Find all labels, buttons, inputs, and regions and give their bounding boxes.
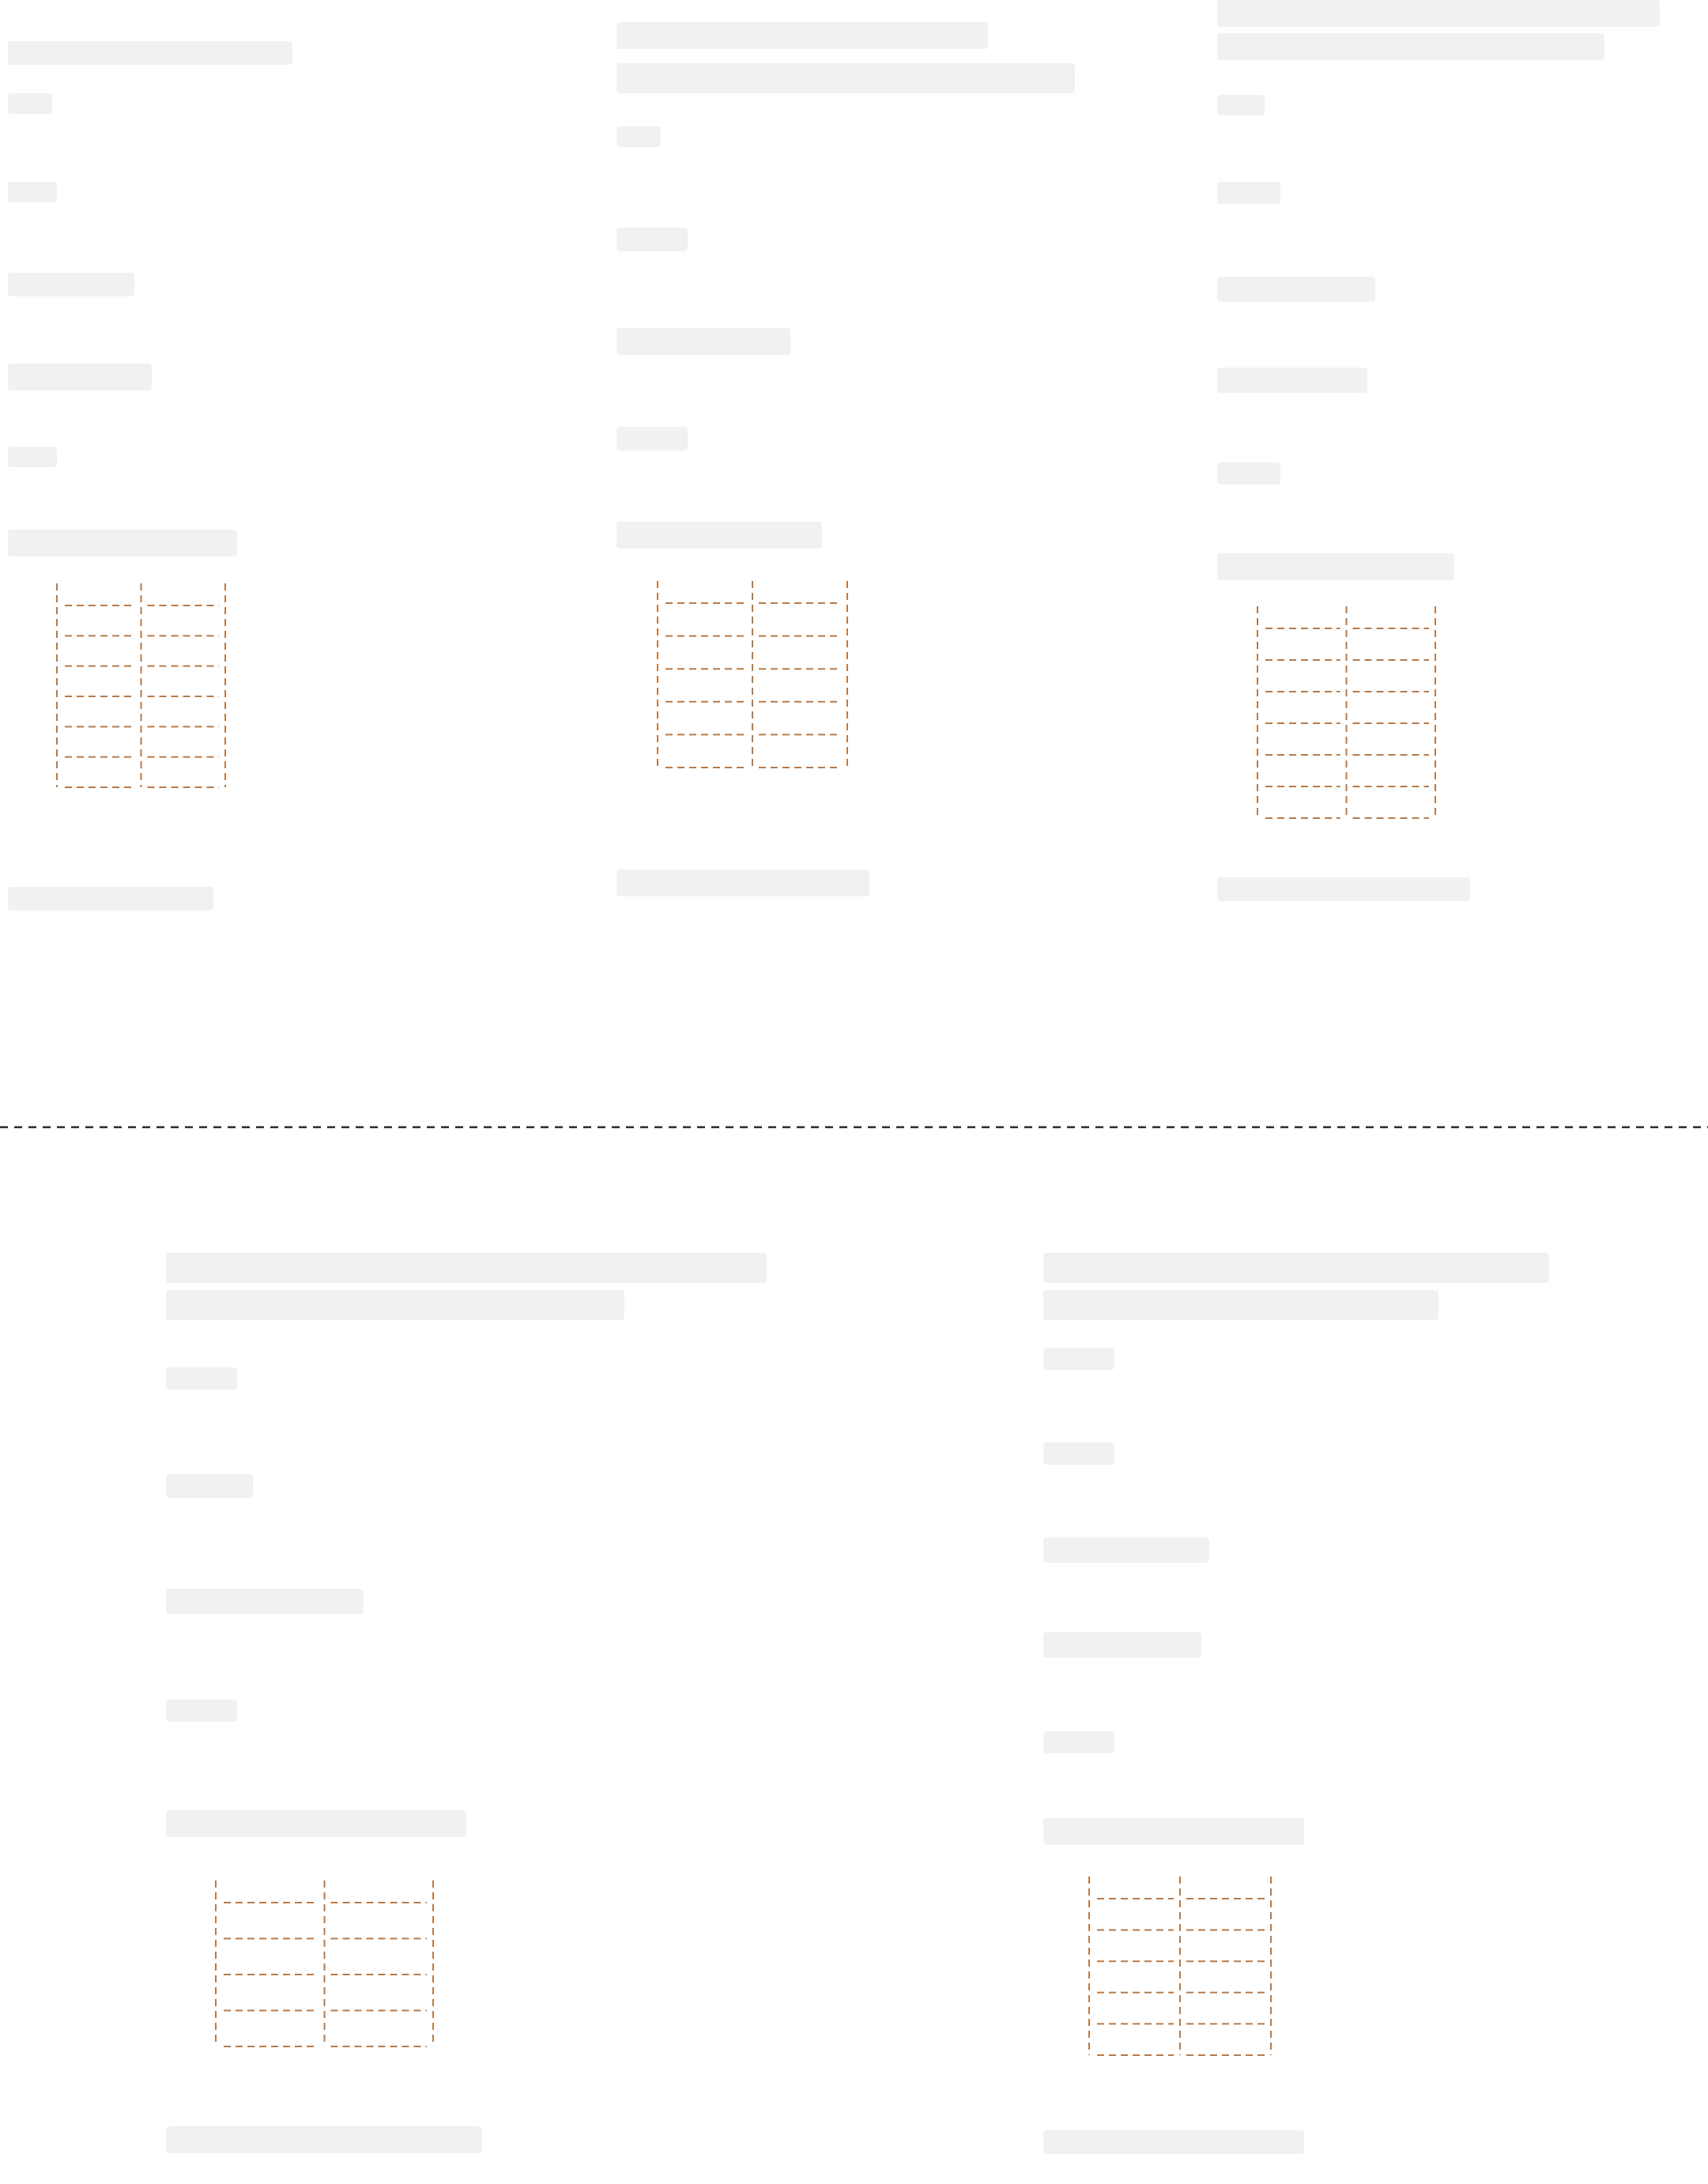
writing-grid: [57, 583, 225, 787]
faint-text-block: [1043, 1253, 1549, 2154]
faint-text-block: [1217, 0, 1660, 901]
faint-text-block: [616, 22, 1075, 896]
writing-grid: [216, 1880, 433, 2046]
faint-text-block: [8, 41, 292, 911]
writing-grid: [658, 581, 847, 768]
writing-grid: [1257, 606, 1435, 818]
faint-text-block: [166, 1253, 767, 2153]
writing-grid: [1089, 1877, 1271, 2055]
